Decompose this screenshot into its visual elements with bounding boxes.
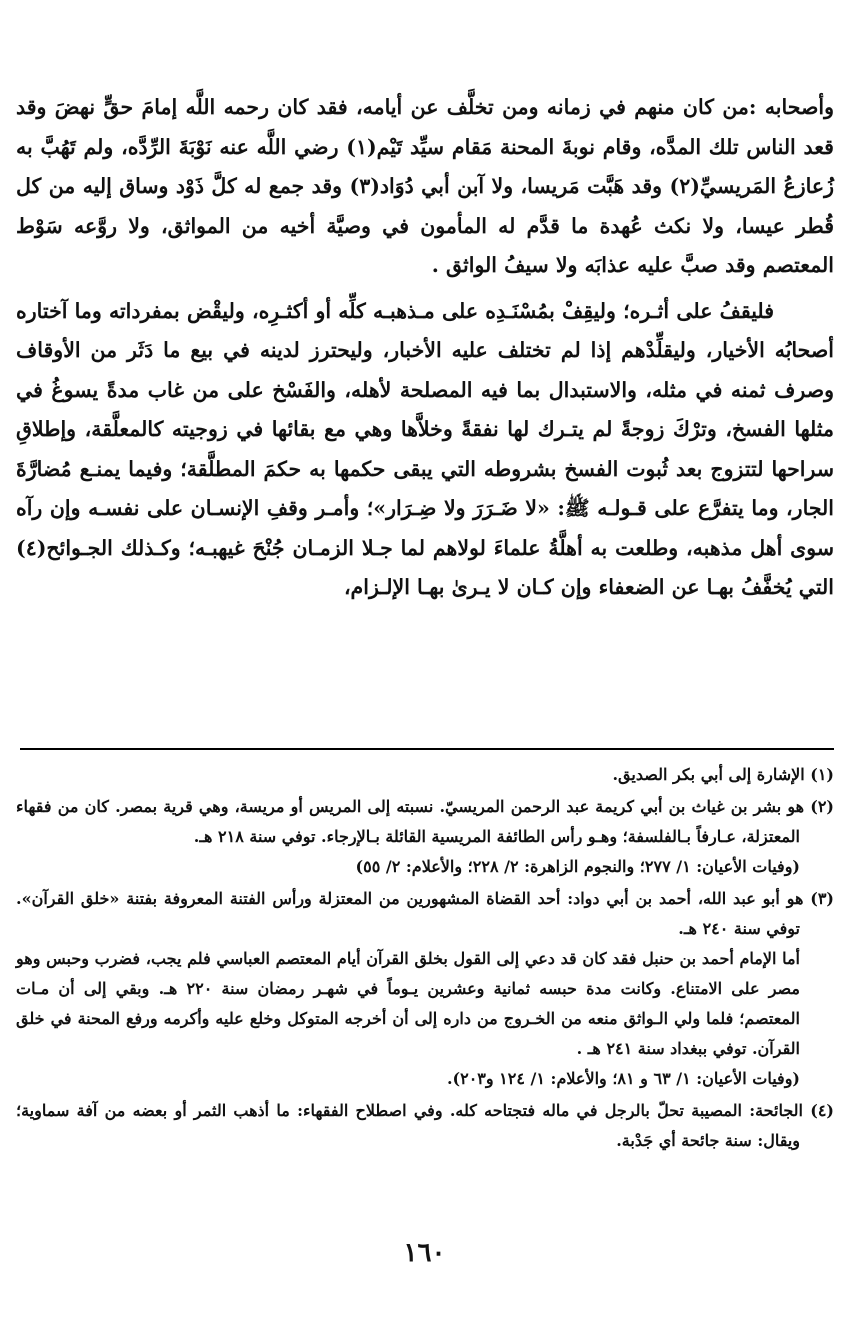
footnote-3 [16,884,834,1094]
footnote-1 [16,760,834,790]
main-text [16,88,834,608]
footnote-2-line-2: (وفيات الأعيان: ١/ ٢٧٧؛ والنجوم الزاهرة: ٢/ ٢٢٨؛ والأعلام: ٢/ ٥٥) [355,857,800,876]
footnote-2-line-1: (٢) هو بشر بن غياث بن أبي كريمة عبد الرحمن المريسيّ. نسبته إلى المريس أو مريسة، وهي قرية بمصر. كان من فقهاء المعتزلة، عـارفاً بـالفلسفة؛ وهـو رأس الطائفة المريسية القائلة بـالإرجاء. توفي سنة ٢١٨ هـ. [16,797,834,846]
footnote-2 [16,792,834,882]
footnotes [16,760,834,1158]
footnote-separator [20,748,834,750]
footnote-4-line-1: (٤) الجائحة: المصيبة تحلّ بالرجل في ماله فتجتاحه كله. وفي اصطلاح الفقهاء: ما أذهب الثمر أو بعضه من آفة سماوية؛ ويقال: سنة جائحة أي جَدْبة. [16,1101,834,1150]
paragraph-2: فليقفُ على أثـره؛ وليقِفْ بمُسْنَـدِه على مـذهبـه كلِّه أو أكثـرِه، وليقْض بمفرداته وما آختاره أصحابُه الأخيار، وليقلِّدْهم إذا لم تختلف عليه الأخبار، وليحترز لدينه في بيع ما دَثَر من الأوقاف وصرف ثمنه في مثله، والاستبدال بما فيه المصلحة لأهله، والفَسْخ على من غاب مدةً يسوغُ في مثلها الفسخ، وترْكَ زوجةً لم يتـرك لها نفقةً وخلاَّها وهي مع بقائها في زوجيته كالمعلَّقة، وإطلاقِ سراحها لتتزوج بعد ثُبوت الفسخ بشروطه التي يبقى حكمها به حكمَ المطلَّقة؛ وفيما يمنـع مُضارَّةَ الجار، وما يتفرَّع على قـولـه ﷺ: «لا ضَـرَرَ ولا ضِـرَار»؛ وأمـر وقفِ الإنسـان على نفسـه وإن رآه سوى أهل مذهبه، وطلعت به أهلَّةُ علماءَ لولاهم لما جـلا الزمـان جُنْحَ غيهبـه؛ وكـذلك الجـوائح(٤) التي يُخفَّفُ بهـا عن الضعفاء وإن كـان لا يـرىٰ بهـا الإلـزام، [16,298,834,599]
footnote-3-line-2: أما الإمام أحمد بن حنبل فقد كان قد دعي إلى القول بخلق القرآن أيام المعتصم العباسي فلم يجب، فضرب وحبس وهو مصر على الامتناع. وكانت مدة حبسه ثمانية وعشرين يـوماً في شهـر رمضان سنة ٢٢٠ هـ. وبقي إلى أن مـات المعتصم؛ فلما ولي الـواثق منعه من الخـروج من داره إلى أن أخرجه المتوكل وخلع عليه وأكرمه ورفع المحنة في خلق القرآن. توفي ببغداد سنة ٢٤١ هـ . [16,949,800,1058]
footnote-3-line-1: (٣) هو أبو عبد الله، أحمد بن أبي دواد: أحد القضاة المشهورين من المعتزلة ورأس الفتنة المعروفة بفتنة «خلق القرآن». توفي سنة ٢٤٠ هـ. [16,889,834,938]
footnote-4 [16,1096,834,1156]
paragraph-1: وأصحابه :من كان منهم في زمانه ومن تخلَّف عن أيامه، فقد كان رحمه اللَّه إمامَ حقٍّ نهضَ وقد قعد الناس تلك المدَّه، وقام نوبةَ المحنة مَقام سيِّد تَيْم(١) رضي اللَّه عنه نَوْبَةَ الرِّدَّه، ولم تَهُبَّ به زُعازعُ المَريسيِّ(٢) وقد هَبَّت مَريسا، ولا آبن أبي دُوَاد(٣) وقد جمع له كلَّ ذَوْد وساق إليه من كل قُطر عيسا، ولا نكث عُهدة ما قدَّم له المأمون في وصيَّة أخيه من المواثق، ولا روَّعه سَوْط المعتصم وقد صبَّ عليه عذابَه ولا سيفُ الواثق . [16,95,835,277]
footnote-1-line-1: (١) الإشارة إلى أبي بكر الصديق. [612,765,834,784]
footnote-3-line-3: (وفيات الأعيان: ١/ ٦٣ و ٨١؛ والأعلام: ١/ ١٢٤ و٢٠٣). [446,1069,800,1088]
page-number: ١٦٠ [403,1238,446,1268]
